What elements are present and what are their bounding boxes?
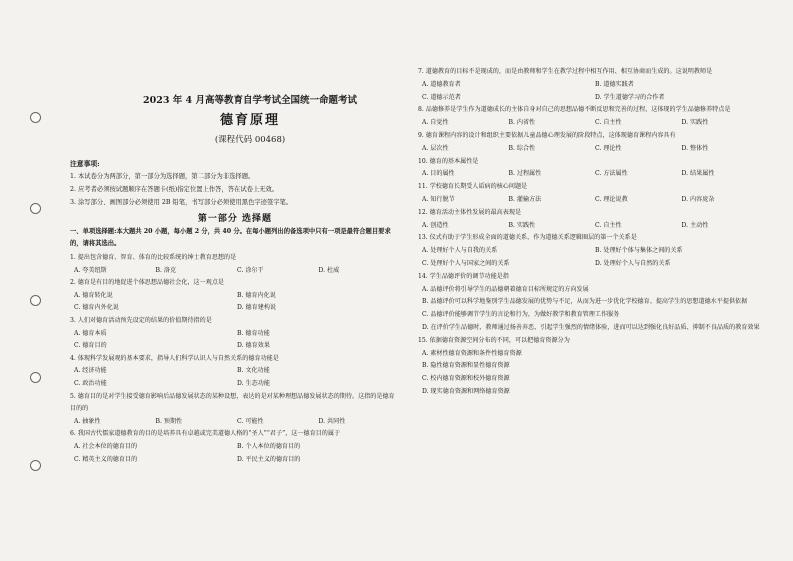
- question: [418, 335, 768, 399]
- answer-option: B. 处理好个体与集体之间的关系: [595, 247, 683, 255]
- option-group: [418, 220, 768, 233]
- question-stem: 12. 德育活动主体性发展的最高表现是: [418, 208, 522, 216]
- answer-option: A. 素材性德育资源和条件性德育资源: [422, 349, 522, 357]
- binder-hole: [30, 460, 41, 471]
- question-list-left: [70, 252, 400, 466]
- option-group: [70, 265, 400, 278]
- answer-option: D. 德育建构说: [237, 304, 277, 312]
- option-group: [418, 168, 768, 181]
- answer-option: B. 品德评价可以科学地鉴别学生品德发展的优势与不足，从而为进一步优化学校德育、提高学生的思想道德水平提供依据: [422, 298, 748, 306]
- answer-option: A. 抽象性: [74, 417, 101, 425]
- binder-hole: [30, 295, 41, 306]
- answer-option: A. 社会本位的德育目的: [74, 442, 138, 450]
- option-group: [70, 441, 400, 466]
- course-code: (课程代码 00468): [214, 135, 286, 145]
- answer-option: A. 经济功能: [74, 367, 107, 375]
- answer-option: D. 共同性: [318, 417, 346, 425]
- answer-option: D. 结果属性: [681, 170, 715, 178]
- answer-option: C. 校内德育资源和校外德育资源: [422, 375, 510, 383]
- answer-option: C. 政治功能: [74, 379, 107, 387]
- question: [418, 207, 768, 233]
- question: [70, 252, 400, 277]
- answer-option: D. 实践性: [681, 119, 709, 127]
- answer-option: A. 德育转化说: [74, 291, 113, 299]
- answer-option: B. 灌输方法: [508, 195, 542, 203]
- answer-option: D. 现实德育资源和网络德育资源: [422, 387, 510, 395]
- question-stem: 15. 依据德育资源空间分布的不同，可以把德育资源分为: [418, 336, 570, 344]
- question-stem: 9. 德育课程内容的设计和组织主要依据儿童品德心理发展的阶段特点，这体现德育课程内容具有: [418, 131, 676, 139]
- answer-option: A. 自觉性: [422, 119, 449, 127]
- option-group: [418, 284, 768, 335]
- answer-option: B. 实践性: [508, 221, 536, 229]
- option-group: [418, 348, 768, 399]
- question-stem: 8. 品德修养是学生作为道德成长的主体自身对自己的思想品德不断反思和完善的过程，这体现的学生品德修养特点是: [418, 106, 731, 114]
- answer-option: D. 德育效果: [237, 342, 270, 350]
- answer-option: C. 涂尔干: [237, 266, 264, 274]
- option-group: [418, 79, 768, 105]
- exam-title: 2023 年 4 月高等教育自学考试全国统一命题考试: [143, 95, 357, 106]
- question-stem: 1. 提出包含德育、智育、体育的比较系统的绅士教育思想的是: [70, 254, 237, 261]
- answer-option: A. 德育本质: [74, 329, 107, 337]
- question: [70, 428, 400, 466]
- notes-list: [70, 170, 400, 209]
- answer-option: B. 道德实践者: [595, 80, 634, 88]
- question: [70, 315, 400, 353]
- answer-option: D. 处理好个人与自然的关系: [595, 259, 671, 267]
- question-stem: 5. 德育目的是对学生接受德育影响后品德发展状态的某种设想，表达的是对某种理想品德发展状态的期待。这指的是德育目的的: [70, 392, 395, 413]
- answer-option: D. 在评价学生品德时，教师通过扬善弃恶，引起学生强烈的情绪体验，进而可以达到强化良好品质、抑制不良品质的教育效果: [422, 323, 760, 331]
- answer-option: C. 精英主义的德育目的: [74, 455, 138, 463]
- answer-option: D. 杜威: [318, 266, 340, 274]
- answer-option: A. 品德评价将引导学生的品德朝着德育目标所规定的方向发展: [422, 285, 589, 293]
- part-title: 第一部分 选择题: [197, 214, 273, 224]
- question-stem: 6. 我国古代儒家道德教育的目的是培养具有卓越或完美道德人格的“圣人”“君子”，这一德育目的属于: [70, 430, 341, 438]
- note-item: 1. 本试卷分为两部分，第一部分为选择题，第二部分为非选择题。: [70, 173, 255, 180]
- option-group: [418, 245, 768, 271]
- question: [418, 156, 768, 182]
- answer-option: C. 品德评价能够调节学生的言论和行为，为做好教学和教育管理工作服务: [422, 311, 620, 319]
- question-stem: 11. 学校德育长期受人诟病的核心问题是: [418, 183, 528, 191]
- question: [70, 277, 400, 315]
- answer-option: C. 德育目的: [74, 342, 107, 350]
- option-group: [70, 365, 400, 390]
- answer-option: B. 文化功能: [237, 367, 270, 375]
- answer-option: C. 理论说教: [595, 195, 628, 203]
- answer-option: B. 隐性德育资源和显性德育资源: [422, 362, 510, 370]
- note-item: 2. 应考者必须按试题顺序在答题卡(纸)指定位置上作答，答在试卷上无效。: [70, 186, 279, 193]
- question-list-right: [418, 66, 768, 399]
- notes-heading: 注意事项:: [70, 160, 100, 168]
- question-stem: 2. 德育是有目的地促进个体思想品德社会化，这一观点是: [70, 279, 225, 287]
- answer-option: D. 平民主义的德育目的: [237, 455, 301, 463]
- question: [418, 104, 768, 130]
- answer-option: B. 个人本位的德育目的: [237, 442, 301, 450]
- answer-option: D. 学生道德学习的合作者: [595, 93, 665, 101]
- answer-option: C. 自主性: [595, 119, 622, 127]
- answer-option: C. 方法属性: [595, 170, 628, 178]
- answer-option: C. 德育内外化说: [74, 304, 119, 312]
- answer-option: C. 处理好个人与国家之间的关系: [422, 259, 510, 267]
- answer-option: B. 过程属性: [508, 170, 542, 178]
- answer-option: B. 预期性: [155, 417, 183, 425]
- option-group: [418, 117, 768, 130]
- question: [418, 232, 768, 270]
- binder-hole: [30, 372, 41, 383]
- answer-option: B. 德育内化说: [237, 291, 276, 299]
- subject-title: 德育原理: [219, 113, 280, 128]
- answer-option: A. 目的属性: [422, 170, 455, 178]
- question: [70, 391, 400, 429]
- option-group: [70, 290, 400, 315]
- question-stem: 14. 学生品德评价的调节功能是指: [418, 272, 509, 280]
- question-stem: 10. 德育的基本属性是: [418, 157, 479, 165]
- note-item: 3. 涂写部分、画图部分必须使用 2B 铅笔，书写部分必须使用黑色字迹签字笔。: [70, 199, 293, 206]
- option-group: [418, 194, 768, 207]
- answer-option: D. 内容庞杂: [681, 195, 715, 203]
- answer-option: D. 整体性: [681, 144, 709, 152]
- option-group: [418, 143, 768, 156]
- answer-option: C. 理论性: [595, 144, 622, 152]
- answer-option: A. 处理好个人与自我的关系: [422, 247, 498, 255]
- answer-option: B. 综合性: [508, 144, 536, 152]
- answer-option: D. 主动性: [681, 221, 709, 229]
- question: [418, 271, 768, 335]
- answer-option: A. 道德教育者: [422, 80, 461, 88]
- question: [418, 66, 768, 104]
- question-stem: 4. 体现科学发展观的基本要求，指导人们科学认识人与自然关系的德育功能是: [70, 354, 279, 362]
- answer-option: C. 自主性: [595, 221, 622, 229]
- question: [418, 181, 768, 207]
- answer-option: B. 内省性: [508, 119, 536, 127]
- question: [70, 353, 400, 391]
- question-stem: 3. 人们对德育活动预先设定的结果的价值期待指的是: [70, 316, 212, 324]
- question-stem: 13. 仪式有助于学生形成全面的道德关系，作为道德关系逻辑圈层的第一个关系是: [418, 234, 637, 242]
- answer-option: A. 创造性: [422, 221, 449, 229]
- answer-option: B. 洛克: [155, 266, 177, 274]
- answer-option: C. 道德示范者: [422, 93, 461, 101]
- answer-option: A. 层次性: [422, 144, 449, 152]
- answer-option: B. 德育功能: [237, 329, 270, 337]
- option-group: [70, 328, 400, 353]
- question-stem: 7. 道德教育的目标不是现成的，而是由教师和学生在教学过程中相互作用、相互协商而生成的。这说明教师是: [418, 68, 713, 75]
- answer-option: C. 可能性: [237, 417, 264, 425]
- answer-option: A. 夸美纽斯: [74, 266, 107, 274]
- section-instruction: 一、单项选择题:本大题共 20 小题，每小题 2 分，共 40 分。在每小题列出的备选项中只有一项是最符合题目要求的，请将其选出。: [70, 228, 391, 247]
- option-group: [70, 416, 400, 429]
- answer-option: A. 知行脱节: [422, 195, 455, 203]
- binder-hole: [30, 203, 41, 214]
- answer-option: D. 生态功能: [237, 379, 270, 387]
- question: [418, 130, 768, 156]
- binder-hole: [30, 112, 41, 123]
